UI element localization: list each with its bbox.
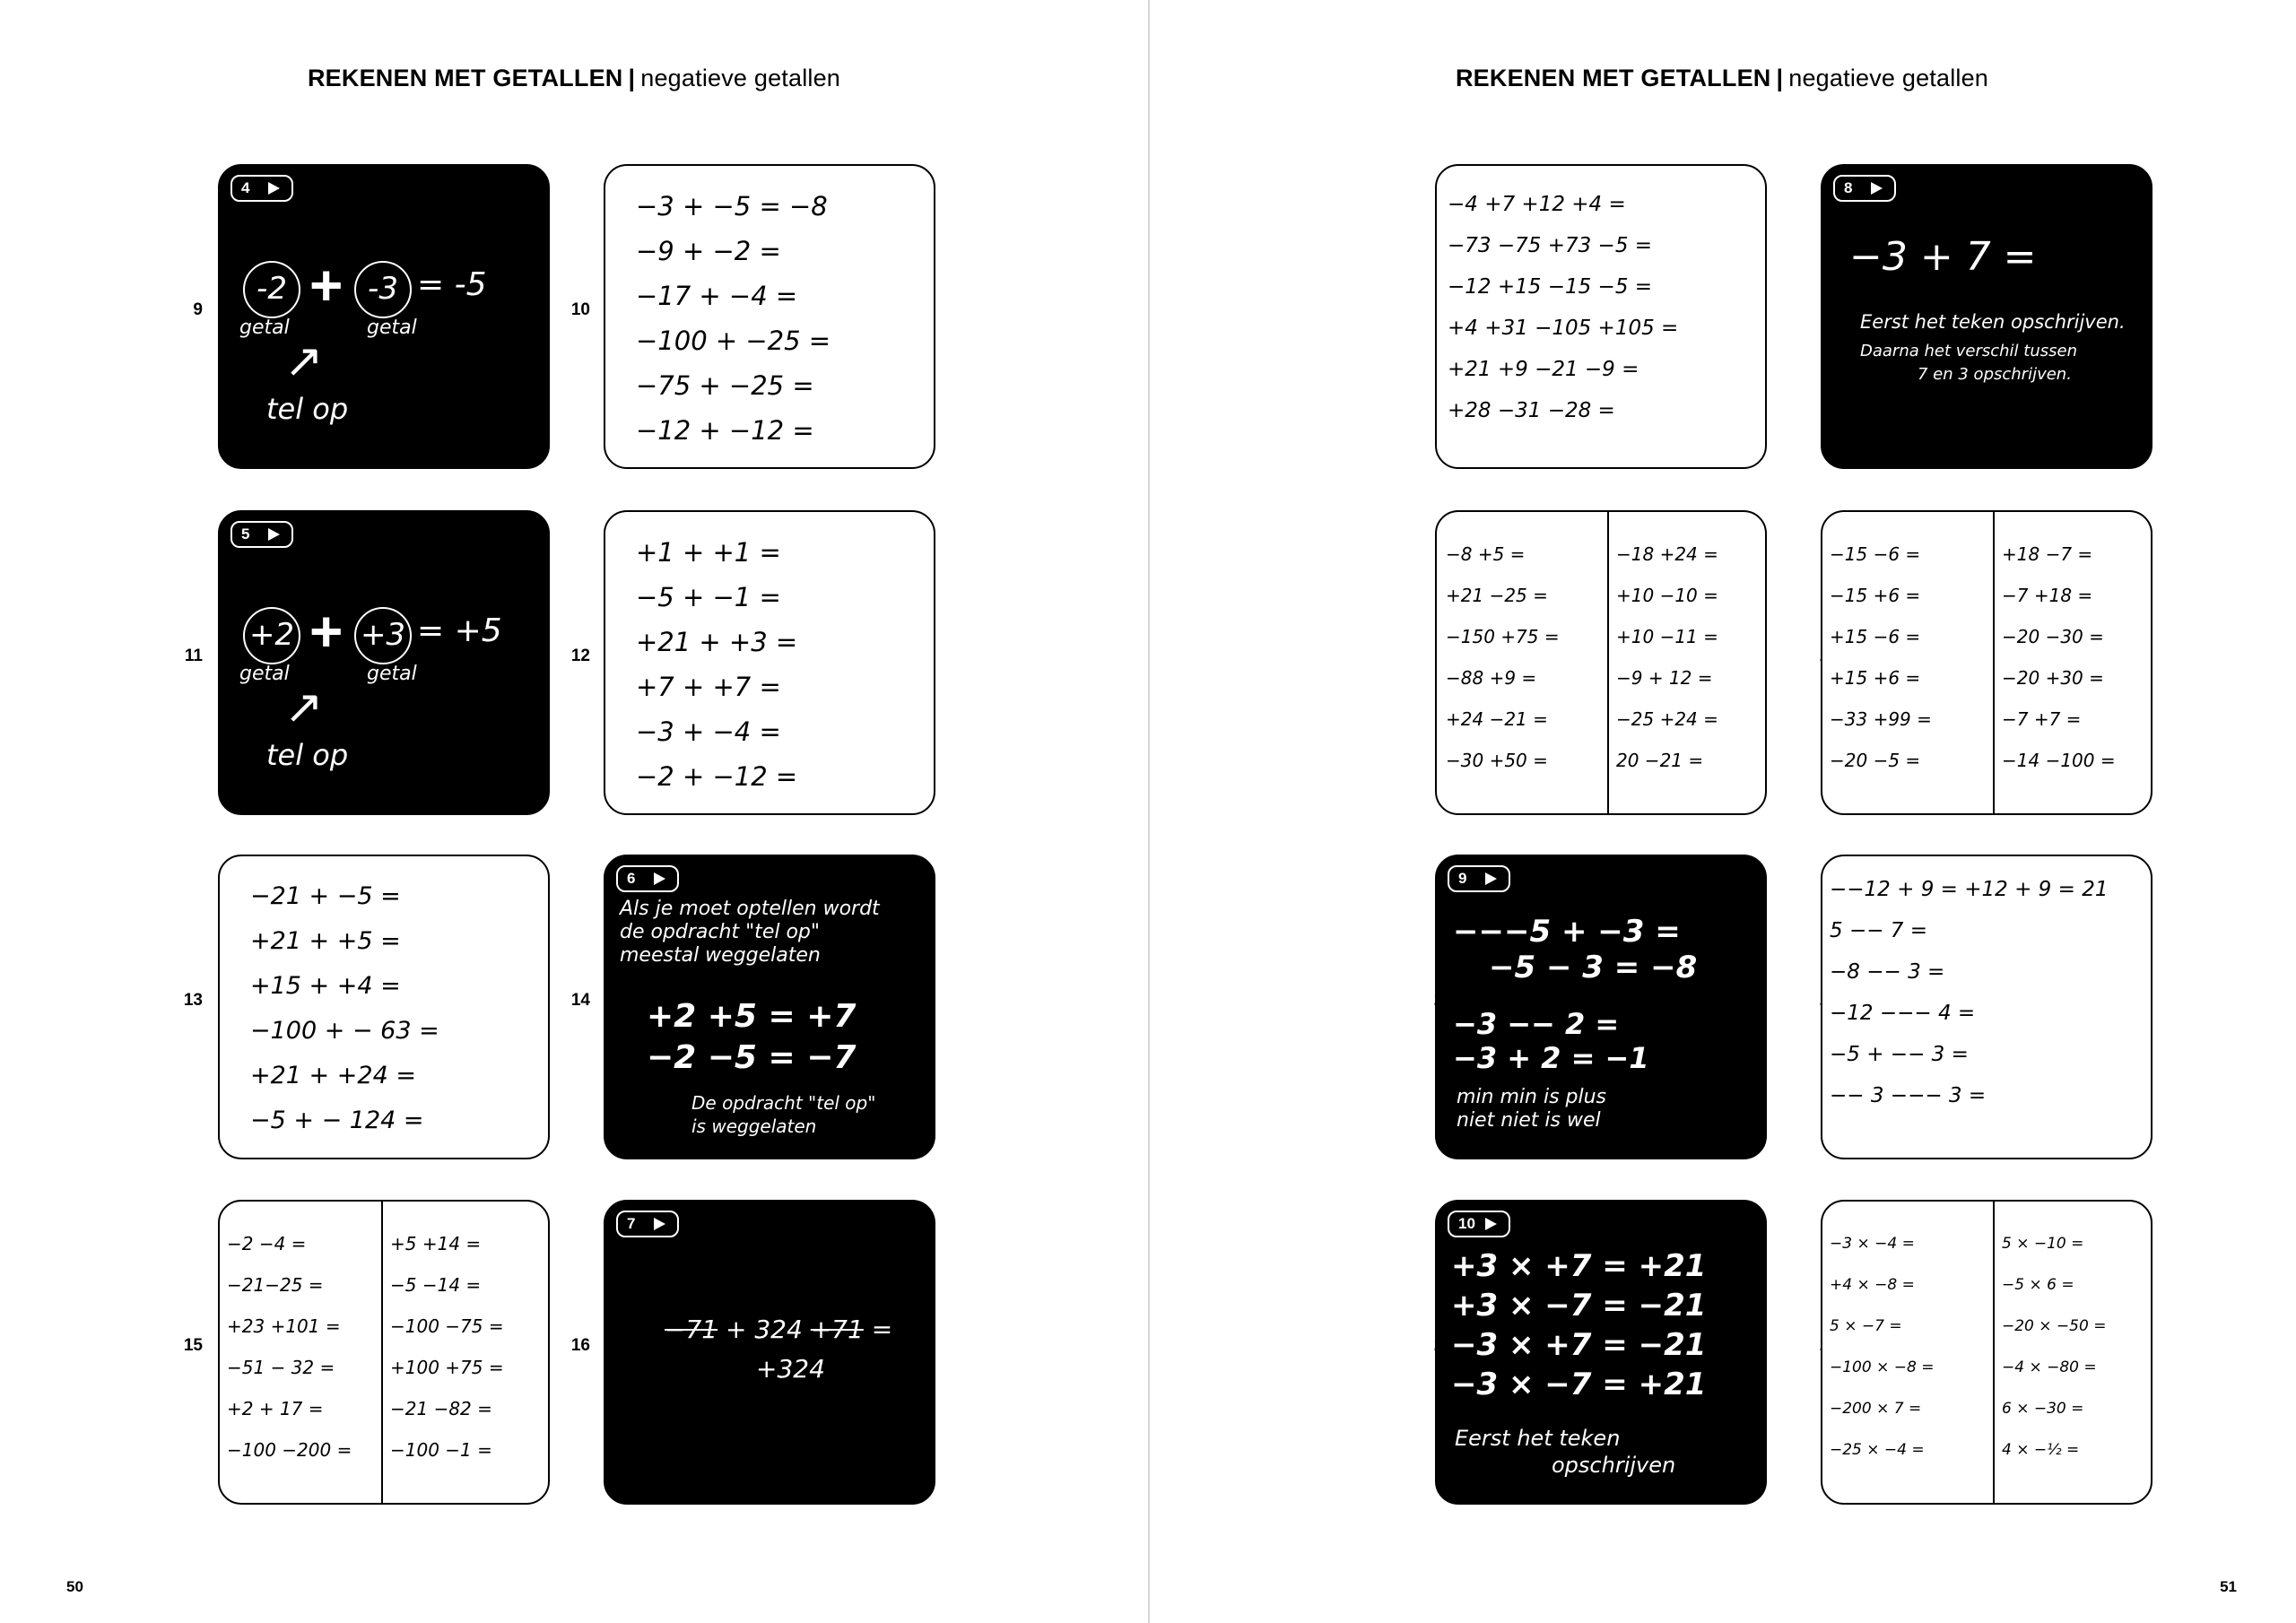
exercise-column-left	[1830, 534, 1982, 781]
operand-circle: -2	[243, 261, 300, 318]
operand-circle: +3	[354, 607, 412, 664]
exercise-column-right	[2002, 1223, 2152, 1471]
column-divider	[1993, 512, 1995, 813]
card-17	[1435, 164, 1767, 469]
struck-term: −71	[665, 1315, 718, 1344]
exercise-line: −20 −5 =	[1830, 750, 1921, 771]
exercise-line: 4 × −½ =	[2002, 1441, 2080, 1459]
equation-line: −5 − 3 = −8	[1489, 950, 1698, 985]
equation-line: −3 × −7 = +21	[1451, 1367, 1707, 1402]
title-separator: |	[628, 65, 636, 91]
exercise-line: −21 −82 =	[390, 1398, 492, 1419]
card-9	[218, 164, 550, 469]
card-15	[218, 1200, 550, 1505]
result-text: = +5	[417, 612, 502, 649]
video-number: 9	[1458, 870, 1467, 887]
operand-circle: +2	[243, 607, 300, 664]
exercise-line: −5 × 6 =	[2002, 1276, 2074, 1294]
exercise-line: −3 + −5 = −8	[636, 191, 828, 221]
exercise-line: −17 + −4 =	[636, 281, 798, 311]
exercise-lines	[636, 184, 916, 453]
exercise-line: +23 +101 =	[227, 1315, 341, 1337]
exercise-line: −15 +6 =	[1830, 585, 1921, 606]
exercise-line: +15 −6 =	[1830, 626, 1921, 647]
title-main: REKENEN MET GETALLEN	[307, 65, 623, 91]
card-number: 14	[570, 991, 590, 1010]
exercise-lines	[1448, 184, 1747, 431]
exercise-line: −75 + −25 =	[636, 370, 814, 401]
exercise-line: −−12 + 9 = +12 + 9 = 21	[1830, 878, 2109, 901]
exercise-column-right	[2002, 534, 2152, 781]
multiplication-lines	[1451, 1246, 1706, 1404]
exercise-line: −20 −30 =	[2002, 626, 2104, 647]
video-number: 4	[241, 179, 250, 196]
exercise-line: −12 + −12 =	[636, 415, 814, 446]
exercise-line: −100 + −25 =	[636, 325, 831, 356]
video-play-button[interactable]	[1833, 175, 1896, 202]
text-line: De opdracht "tel op"	[691, 1092, 876, 1114]
exercise-line: +21 + +3 =	[636, 627, 798, 657]
result-text: = -5	[417, 266, 487, 303]
arrow-icon: ↗	[284, 681, 324, 733]
exercise-column-left	[1830, 1223, 1982, 1471]
card-22	[1821, 855, 2152, 1159]
exercise-line: −25 × −4 =	[1830, 1441, 1925, 1459]
exercise-line: 6 × −30 =	[2002, 1400, 2084, 1418]
video-play-button[interactable]	[1448, 1211, 1510, 1237]
card-12	[604, 510, 935, 815]
exercise-line: −88 +9 =	[1446, 667, 1537, 689]
column-divider	[1993, 1202, 1995, 1503]
exercise-line: +28 −31 −28 =	[1448, 399, 1615, 422]
page-number-right: 51	[2220, 1578, 2237, 1595]
card-10	[604, 164, 935, 469]
exercise-line: −8 −− 3 =	[1830, 960, 1945, 984]
label-tel-op: tel op	[266, 738, 349, 772]
page-number-left: 50	[66, 1578, 83, 1595]
exercise-line: +1 + +1 =	[636, 537, 781, 568]
exercise-line: −100 −1 =	[390, 1439, 492, 1461]
text-line: Als je moet optellen wordt	[620, 898, 880, 920]
exercise-line: −30 +50 =	[1446, 750, 1548, 771]
equation-line: −3 × +7 = −21	[1451, 1327, 1707, 1363]
exercise-line: −100 × −8 =	[1830, 1358, 1935, 1376]
card-11	[218, 510, 550, 815]
equation-line: +3 × −7 = −21	[1451, 1288, 1707, 1324]
exercise-line: +10 −10 =	[1616, 585, 1718, 606]
exercise-line: +10 −11 =	[1616, 626, 1718, 647]
play-icon	[268, 182, 280, 195]
exercise-line: −12 +15 −15 −5 =	[1448, 275, 1653, 299]
explanation-text	[620, 898, 880, 968]
video-number: 8	[1844, 179, 1853, 196]
play-icon	[654, 1218, 665, 1230]
exercise-line: −9 + 12 =	[1616, 667, 1713, 689]
card-number: 16	[570, 1336, 590, 1355]
exercise-line: −25 +24 =	[1616, 708, 1718, 730]
title-separator: |	[1776, 65, 1784, 91]
card-20	[1821, 510, 2152, 815]
card-24	[1821, 1200, 2152, 1505]
equation-line: +3 × +7 = +21	[1451, 1248, 1707, 1284]
text-line: meestal weggelaten	[620, 944, 821, 967]
equation-1	[665, 1315, 892, 1344]
plus-sign: +	[309, 253, 344, 317]
card-number: 9	[193, 300, 203, 319]
struck-term: +71	[810, 1315, 864, 1344]
equation-line: −3 + 2 = −1	[1453, 1041, 1649, 1075]
exercise-line: −21−25 =	[227, 1274, 324, 1296]
exercise-line: +4 +31 −105 +105 =	[1448, 317, 1679, 340]
exercise-line: +4 × −8 =	[1830, 1276, 1915, 1294]
video-number: 10	[1458, 1215, 1475, 1232]
card-14	[604, 855, 935, 1159]
video-number: 7	[627, 1215, 636, 1232]
text-line: is weggelaten	[691, 1115, 817, 1137]
exercise-line: −15 −6 =	[1830, 543, 1921, 565]
exercise-line: −9 + −2 =	[636, 236, 781, 266]
exercise-line: −200 × 7 =	[1830, 1400, 1922, 1418]
exercise-lines	[1830, 869, 2133, 1116]
equation-line: −−−5 + −3 =	[1453, 914, 1681, 950]
card-23	[1435, 1200, 1767, 1505]
exercise-column-right	[390, 1223, 543, 1471]
exercise-column-left	[1446, 534, 1598, 781]
exercise-line: −7 +18 =	[2002, 585, 2093, 606]
card-21	[1435, 855, 1767, 1159]
exercise-column-right	[1616, 534, 1767, 781]
exercise-line: +15 + +4 =	[250, 972, 401, 1000]
play-icon	[268, 528, 280, 541]
exercise-line: +5 +14 =	[390, 1233, 482, 1254]
rule-text: niet niet is wel	[1457, 1109, 1601, 1132]
exercise-line: −3 + −4 =	[636, 716, 781, 747]
exercise-line: +21 +9 −21 −9 =	[1448, 358, 1639, 381]
explanation-line: 7 en 3 opschrijven.	[1918, 365, 2072, 384]
note-text	[691, 1091, 875, 1138]
card-number: 10	[570, 300, 590, 319]
title-sub: negatieve getallen	[1788, 65, 1989, 91]
exercise-line: −100 −200 =	[227, 1439, 352, 1461]
label-getal: getal	[239, 317, 290, 339]
exercise-line: +2 + 17 =	[227, 1398, 324, 1419]
equation-1: +2 +5 = +7	[647, 998, 857, 1035]
exercise-line: 5 −− 7 =	[1830, 919, 1928, 942]
play-icon	[1871, 182, 1883, 195]
card-number: 15	[183, 1336, 203, 1355]
term: + 324	[726, 1315, 803, 1344]
label-tel-op: tel op	[266, 392, 349, 426]
play-icon	[654, 872, 665, 885]
rule-text: min min is plus	[1457, 1086, 1607, 1108]
card-number: 13	[183, 991, 203, 1010]
exercise-line: −4 × −80 =	[2002, 1358, 2097, 1376]
explanation-line: Eerst het teken opschrijven.	[1860, 311, 2126, 333]
exercise-line: +21 + +5 =	[250, 927, 401, 955]
column-divider	[1607, 512, 1609, 813]
exercise-line: −73 −75 +73 −5 =	[1448, 234, 1653, 257]
equation: −3 + 7 =	[1849, 234, 2037, 280]
play-icon	[1485, 872, 1497, 885]
exercise-line: +7 + +7 =	[636, 672, 781, 702]
video-play-button[interactable]	[1448, 865, 1510, 892]
exercise-line: 5 × −10 =	[2002, 1235, 2084, 1253]
exercise-line: −21 + −5 =	[250, 882, 401, 910]
rule-text: Eerst het teken	[1455, 1426, 1621, 1451]
video-play-button[interactable]	[616, 1211, 679, 1237]
exercise-line: −14 −100 =	[2002, 750, 2116, 771]
text-line: de opdracht "tel op"	[620, 921, 820, 943]
card-18	[1821, 164, 2152, 469]
exercise-line: −5 + − 124 =	[250, 1107, 424, 1134]
exercise-line: −3 × −4 =	[1830, 1235, 1915, 1253]
exercise-line: −− 3 −−− 3 =	[1830, 1084, 1987, 1107]
video-play-button[interactable]	[230, 175, 293, 202]
exercise-line: −20 +30 =	[2002, 667, 2104, 689]
title-sub: negatieve getallen	[640, 65, 841, 91]
exercise-line: +21 −25 =	[1446, 585, 1548, 606]
exercise-line: −150 +75 =	[1446, 626, 1560, 647]
equation-line: −3 −− 2 =	[1453, 1007, 1620, 1041]
exercise-line: −51 − 32 =	[227, 1357, 335, 1378]
card-13	[218, 855, 550, 1159]
video-number: 5	[241, 525, 250, 542]
exercise-line: 5 × −7 =	[1830, 1317, 1902, 1335]
arrow-icon: ↗	[284, 335, 324, 387]
exercise-line: −7 +7 =	[2002, 708, 2082, 730]
exercise-line: −4 +7 +12 +4 =	[1448, 193, 1626, 216]
video-play-button[interactable]	[230, 521, 293, 548]
exercise-line: −5 + −1 =	[636, 582, 781, 612]
title-main: REKENEN MET GETALLEN	[1455, 65, 1771, 91]
play-icon	[1485, 1218, 1497, 1230]
explanation-line: Daarna het verschil tussen	[1860, 342, 2077, 360]
exercise-line: −5 + −− 3 =	[1830, 1043, 1969, 1066]
equation-2: +324	[756, 1354, 825, 1384]
page-title-right	[1148, 65, 2296, 92]
plus-sign: +	[309, 599, 344, 664]
card-16	[604, 1200, 935, 1505]
card-number: 11	[184, 647, 203, 665]
exercise-lines	[636, 530, 916, 799]
exercise-line: −33 +99 =	[1830, 708, 1932, 730]
exercise-column-left	[227, 1223, 379, 1471]
exercise-line: −100 −75 =	[390, 1315, 504, 1337]
page-title-left	[0, 65, 1148, 92]
video-number: 6	[627, 870, 636, 887]
card-number: 12	[570, 647, 590, 665]
card-19	[1435, 510, 1767, 815]
exercise-lines	[250, 874, 530, 1143]
exercise-line: +18 −7 =	[2002, 543, 2093, 565]
exercise-line: +21 + +24 =	[250, 1062, 416, 1089]
column-divider	[381, 1202, 383, 1503]
exercise-line: +15 +6 =	[1830, 667, 1921, 689]
label-getal: getal	[367, 663, 417, 685]
label-getal: getal	[367, 317, 417, 339]
exercise-line: −12 −−− 4 =	[1830, 1002, 1976, 1025]
operand-circle: -3	[354, 261, 412, 318]
exercise-line: +100 +75 =	[390, 1357, 504, 1378]
rule-text: opschrijven	[1552, 1453, 1676, 1478]
exercise-line: −8 +5 =	[1446, 543, 1526, 565]
exercise-line: +24 −21 =	[1446, 708, 1548, 730]
exercise-line: −2 −4 =	[227, 1233, 307, 1254]
video-play-button[interactable]	[616, 865, 679, 892]
exercise-line: 20 −21 =	[1616, 750, 1704, 771]
exercise-line: −100 + − 63 =	[250, 1017, 439, 1045]
exercise-line: −20 × −50 =	[2002, 1317, 2107, 1335]
equation-2: −2 −5 = −7	[647, 1039, 857, 1076]
label-getal: getal	[239, 663, 290, 685]
right-page	[1148, 0, 2296, 1623]
exercise-line: −18 +24 =	[1616, 543, 1718, 565]
exercise-line: −2 + −12 =	[636, 761, 798, 792]
exercise-line: −5 −14 =	[390, 1274, 482, 1296]
equals-sign: =	[871, 1315, 893, 1344]
